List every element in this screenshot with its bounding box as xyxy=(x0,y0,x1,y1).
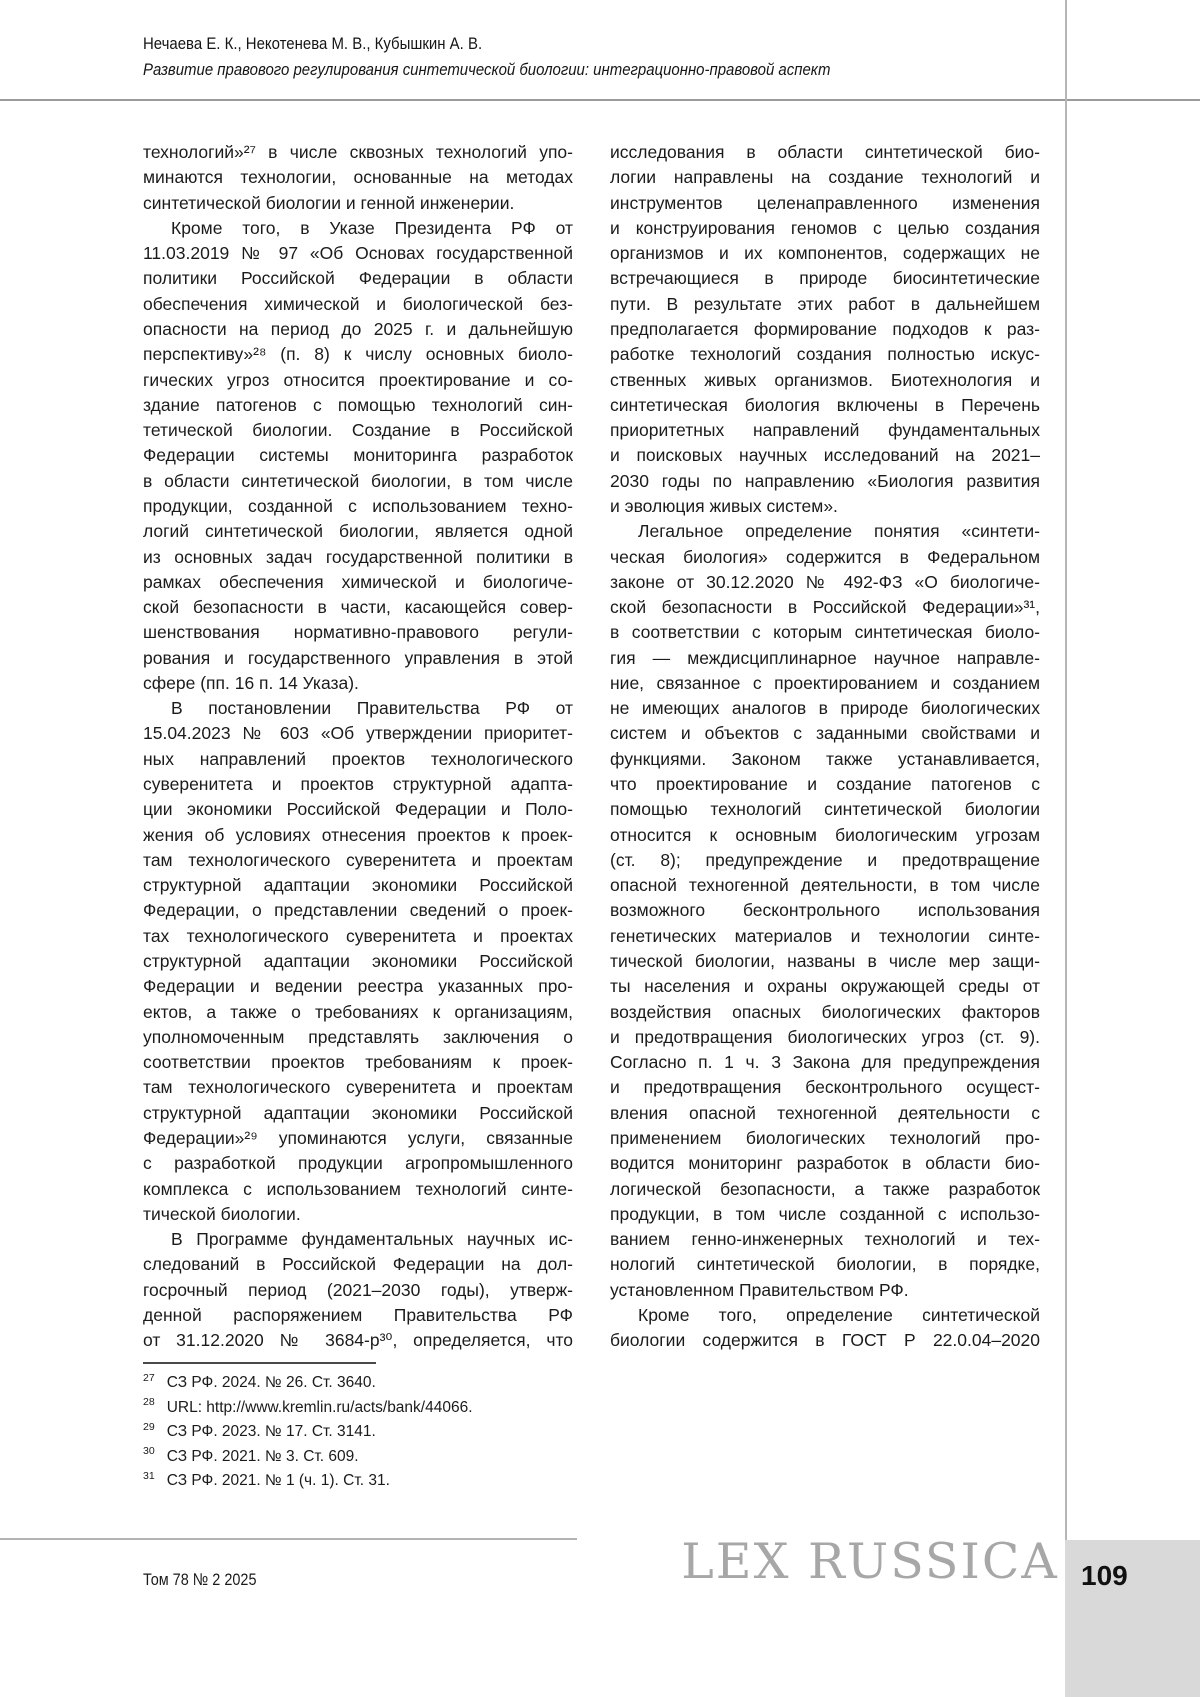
text-line: организмов и их компонентов, содержащих не xyxy=(610,243,1040,264)
text-line: рования и государственного управления в этой xyxy=(143,647,573,668)
text-line: соответствии проектов требованиям к проек- xyxy=(143,1052,573,1073)
text-line: сфере (пп. 16 п. 14 Указа). xyxy=(143,672,359,693)
text-line: здание патогенов с помощью технологий син- xyxy=(143,394,573,415)
text-line: с разработкой продукции агропромышленного xyxy=(143,1153,573,1174)
text-line: там технологического суверенитета и проектам xyxy=(143,849,573,870)
text-line: биологии содержится в ГОСТ Р 22.0.04–2020 xyxy=(610,1330,1040,1351)
text-line: минаются технологии, основанные на методах xyxy=(143,167,573,188)
text-line: комплекса с использованием технологий синте- xyxy=(143,1178,573,1199)
text-line: опасной техногенной деятельности, в том числе xyxy=(610,875,1040,896)
text-line: Федерации»²⁹ упоминаются услуги, связанные xyxy=(143,1127,573,1148)
text-line: ты населения и охраны окружающей среды от xyxy=(610,976,1040,997)
text-line: инструментов целенаправленного изменения xyxy=(610,192,1040,213)
footnote-list xyxy=(143,1371,633,1494)
text-line: и предотвращения биологических угроз (ст. 9). xyxy=(610,1026,1040,1047)
footnote xyxy=(143,1396,633,1421)
text-line: продукции, созданной с использованием техно- xyxy=(143,495,573,516)
text-line: структурной адаптации экономики Российской xyxy=(143,1102,573,1123)
text-line: тической биологии, названы в числе мер защи- xyxy=(610,951,1040,971)
text-line: систем и объектов с заданными свойствами и xyxy=(610,723,1040,744)
footnote-number: 30 xyxy=(143,1445,155,1458)
text-line: пути. В результате этих работ в дальнейшем xyxy=(610,293,1040,314)
text-line: ции экономики Российской Федерации и Поло- xyxy=(143,799,573,820)
text-line: 11.03.2019 № 97 «Об Основах государственной xyxy=(143,243,573,264)
text-line: помощью технологий синтетической биологии xyxy=(610,799,1040,820)
text-line: водится мониторинг разработок в области био- xyxy=(610,1153,1040,1174)
footnote xyxy=(143,1371,633,1396)
header-divider xyxy=(0,99,1200,101)
text-line: ской безопасности в Российской Федерации»³¹, xyxy=(610,597,1040,618)
text-line: что проектирование и создание патогенов с xyxy=(610,774,1040,795)
body-column-left xyxy=(143,140,573,1354)
footnote-text: СЗ РФ. 2023. № 17. Ст. 3141. xyxy=(166,1423,376,1440)
text-line: следований в Российской Федерации на дол- xyxy=(143,1254,573,1275)
text-line: относится к основным биологическим угрозам xyxy=(610,824,1040,845)
right-margin-rule xyxy=(1065,0,1067,1540)
text-line: приоритетных направлений фундаментальных xyxy=(610,420,1040,441)
footnote-divider xyxy=(143,1362,376,1364)
text-line: работке технологий создания полностью искус- xyxy=(610,344,1040,365)
header-authors: Нечаева Е. К., Некотенева М. В., Кубышкин А. В. xyxy=(143,34,483,53)
text-line: в области синтетической биологии, в том числе xyxy=(143,470,573,491)
text-line: от 31.12.2020 № 3684-р³⁰, определяется, что xyxy=(143,1330,573,1351)
text-line: вления опасной техногенной деятельности с xyxy=(610,1102,1040,1123)
text-line: Федерации и ведении реестра указанных про- xyxy=(143,976,573,997)
header-article-title: Развитие правового регулирования синтетической биологии: интеграционно-правовой аспект xyxy=(143,60,831,79)
text-line: логий синтетической биологии, является одной xyxy=(143,521,573,542)
text-line: структурной адаптации экономики Российской xyxy=(143,951,573,971)
text-line: Кроме того, в Указе Президента РФ от xyxy=(171,217,573,238)
text-line: 15.04.2023 № 603 «Об утверждении приоритет- xyxy=(143,723,573,744)
text-line: Федерации системы мониторинга разработок xyxy=(143,445,573,466)
text-line: и предотвращения бесконтрольного осущест- xyxy=(610,1077,1040,1098)
text-line: структурной адаптации экономики Российской xyxy=(143,875,573,896)
text-line: 2030 годы по направлению «Биология развития xyxy=(610,470,1040,491)
text-line: установленном Правительством РФ. xyxy=(610,1279,909,1300)
text-line: и конструирования геномов с целью создания xyxy=(610,217,1040,238)
text-line: (ст. 8); предупреждение и предотвращение xyxy=(610,849,1040,870)
footnote-text: СЗ РФ. 2021. № 3. Ст. 609. xyxy=(166,1447,359,1465)
text-line: Легальное определение понятия «синтети- xyxy=(638,521,1040,542)
text-line: тах технологического суверенитета и проектах xyxy=(143,925,573,946)
text-line: Согласно п. 1 ч. 3 Закона для предупреждения xyxy=(610,1052,1040,1073)
text-line: тической биологии. xyxy=(143,1203,301,1224)
body-column-right xyxy=(610,140,1040,1354)
text-line: предполагается формирование подходов к раз- xyxy=(610,318,1040,339)
footer-volume-issue: Том 78 № 2 2025 xyxy=(143,1570,257,1589)
text-line: встречающиеся в природе биосинтетические xyxy=(610,268,1040,289)
text-line: логической безопасности, а также разработок xyxy=(610,1178,1040,1199)
text-line: ектов, а также о требованиях к организациям, xyxy=(143,1001,573,1022)
text-line: В Программе фундаментальных научных ис- xyxy=(171,1229,573,1250)
footnote-text: СЗ РФ. 2024. № 26. Ст. 3640. xyxy=(166,1374,376,1391)
page-number-box xyxy=(1065,1540,1200,1697)
text-line: денной распоряжением Правительства РФ xyxy=(143,1304,573,1325)
text-line: и поисковых научных исследований на 2021– xyxy=(610,445,1040,466)
text-line: генетических материалов и технологии синте- xyxy=(610,925,1040,946)
text-line: продукции, в том числе созданной с использо- xyxy=(610,1203,1040,1224)
footnote xyxy=(143,1445,633,1470)
page-number: 109 xyxy=(1081,1560,1128,1591)
text-line: В постановлении Правительства РФ от xyxy=(171,698,573,719)
text-line: из основных задач государственной политики в xyxy=(143,546,573,567)
text-line: перспективу»²⁸ (п. 8) к числу основных биоло- xyxy=(143,344,573,365)
text-line: нологий синтетической биологии, в порядке, xyxy=(610,1254,1040,1275)
text-line: рамках обеспечения химической и биологиче- xyxy=(143,571,573,592)
text-line: логии направлены на создание технологий и xyxy=(610,167,1040,188)
text-line: не имеющих аналогов в природе биологических xyxy=(610,698,1040,719)
footnote-text: URL: http://www.kremlin.ru/acts/bank/44066. xyxy=(166,1398,473,1416)
footnote xyxy=(143,1469,633,1494)
footnote-text: СЗ РФ. 2021. № 1 (ч. 1). Ст. 31. xyxy=(166,1472,390,1489)
footnote-number: 31 xyxy=(143,1469,155,1482)
text-line: шенствования нормативно-правового регули- xyxy=(143,622,573,643)
text-line: ческая биология» содержится в Федеральном xyxy=(610,546,1040,567)
text-line: в соответствии с которым синтетическая биоло- xyxy=(610,622,1040,643)
journal-logo: LEX RUSSICA xyxy=(681,1533,1059,1590)
text-line: ние, связанное с проектированием и созданием xyxy=(610,672,1040,693)
footnote xyxy=(143,1420,633,1445)
text-line: уполномоченным представлять заключения о xyxy=(143,1026,573,1047)
text-line: воздействия опасных биологических факторов xyxy=(610,1001,1040,1022)
text-line: ской безопасности в части, касающейся совер- xyxy=(143,597,573,618)
text-line: и эволюция живых систем». xyxy=(610,495,838,516)
text-line: обеспечения химической и биологической без- xyxy=(143,293,573,314)
text-line: гия — междисциплинарное научное направле- xyxy=(610,647,1040,668)
text-line: исследования в области синтетической био- xyxy=(610,142,1040,162)
text-line: суверенитета и проектов структурной адапта- xyxy=(143,774,573,795)
footnote-number: 27 xyxy=(143,1371,155,1384)
text-line: применением биологических технологий про- xyxy=(610,1127,1040,1148)
text-line: синтетической биологии и генной инженерии. xyxy=(143,192,515,213)
text-line: Федерации, о представлении сведений о проек- xyxy=(143,900,573,921)
text-line: функциями. Законом также устанавливается, xyxy=(610,748,1040,769)
footnote-number: 29 xyxy=(143,1420,155,1433)
text-line: ственных живых организмов. Биотехнология и xyxy=(610,369,1040,390)
text-line: Кроме того, определение синтетической xyxy=(638,1304,1040,1325)
text-line: возможного бесконтрольного использования xyxy=(610,900,1040,921)
footnote-number: 28 xyxy=(143,1396,155,1409)
text-line: ных направлений проектов технологического xyxy=(143,748,573,769)
text-line: ванием генно-инженерных технологий и тех- xyxy=(610,1229,1040,1250)
text-line: жения об условиях отнесения проектов к проек- xyxy=(143,824,573,845)
text-line: синтетическая биология включены в Перечень xyxy=(610,394,1040,415)
text-line: тетической биологии. Создание в Российской xyxy=(143,420,573,441)
text-line: гических угроз относится проектирование и со- xyxy=(143,369,573,390)
footer-divider xyxy=(0,1538,577,1540)
text-line: госрочный период (2021–2030 годы), утверж- xyxy=(143,1279,573,1300)
text-line: законе от 30.12.2020 № 492-ФЗ «О биологиче- xyxy=(610,571,1040,592)
text-line: политики Российской Федерации в области xyxy=(143,268,573,289)
text-line: опасности на период до 2025 г. и дальнейшую xyxy=(143,318,573,339)
text-line: там технологического суверенитета и проектам xyxy=(143,1077,573,1098)
text-line: технологий»²⁷ в числе сквозных технологий упо- xyxy=(143,142,573,162)
